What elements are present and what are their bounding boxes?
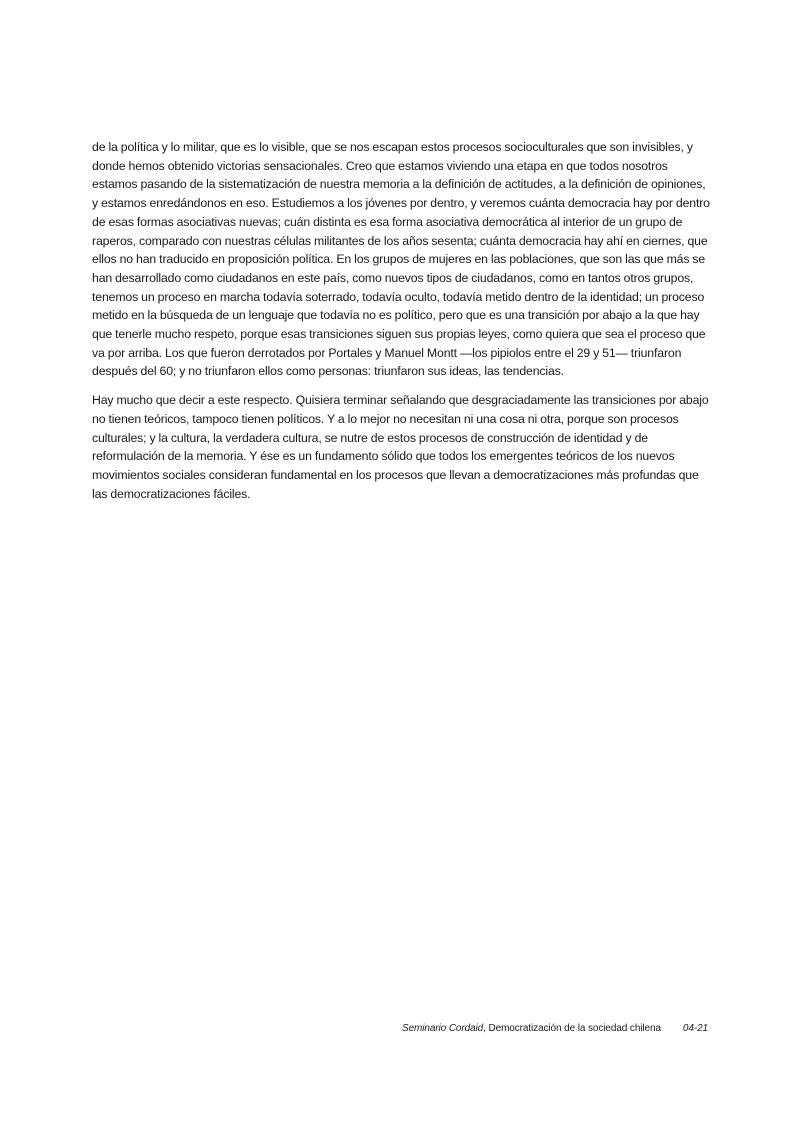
- footer-seminar-title: Seminario Cordaid: [402, 1023, 484, 1034]
- paragraph-1: de la política y lo militar, que es lo visible, que se nos escapan estos procesos socioculturales que son invisibles, y donde hemos obtenido victorias sensacionales. Creo que estamos viviendo una etapa en que todos nosotros estamos pasando de la sistematización de nuestra memoria a la definición de actitudes, a la definición de opiniones, y estamos enredándonos en eso. Estudiemos a los jóvenes por dentro, y veremos cuánta democracia hay por dentro de esas formas asociativas nuevas; cuán distinta es esa forma asociativa democrática al interior de un grupo de raperos, comparado con nuestras células militantes de los años sesenta; cuánta democracia hay ahí en ciernes, que ellos no han traducido en proposición política. En los grupos de mujeres en las poblaciones, que son las que más se han desarrollado como ciudadanos en este país, como nuevos tipos de ciudadanos, como en tantos otros grupos, tenemos un proceso en marcha todavía soterrado, todavía oculto, todavía metido dentro de la identidad; un proceso metido en la búsqueda de un lenguaje que todavía no es político, pero que es una transición por abajo a la que hay que tenerle mucho respeto, porque esas transiciones siguen sus propias leyes, como quiera que sea el proceso que va por arriba. Los que fueron derrotados por Portales y Manuel Montt —los pipiolos entre el 29 y 51— triunfaron después del 60; y no triunfaron ellos como personas: triunfaron sus ideas, las tendencias.: [92, 140, 710, 379]
- footer-subtitle: , Democratización de la sociedad chilena: [483, 1023, 661, 1034]
- page-footer: [402, 1022, 708, 1036]
- footer-page-number: 04-21: [682, 1023, 708, 1034]
- paragraph-2: Hay mucho que decir a este respecto. Quisiera terminar señalando que desgraciadamente las transiciones por abajo no tienen teóricos, tampoco tienen políticos. Y a lo mejor no necesitan ni una cosa ni otra, porque son procesos culturales; y la cultura, la verdadera cultura, se nutre de estos procesos de construcción de identidad y de reformulación de la memoria. Y ése es un fundamento sólido que todos los emergentes teóricos de los nuevos movimientos sociales consideran fundamental en los procesos que llevan a democratizaciones más profundas que las democratizaciones fáciles.: [92, 393, 709, 501]
- page-body: [92, 138, 710, 513]
